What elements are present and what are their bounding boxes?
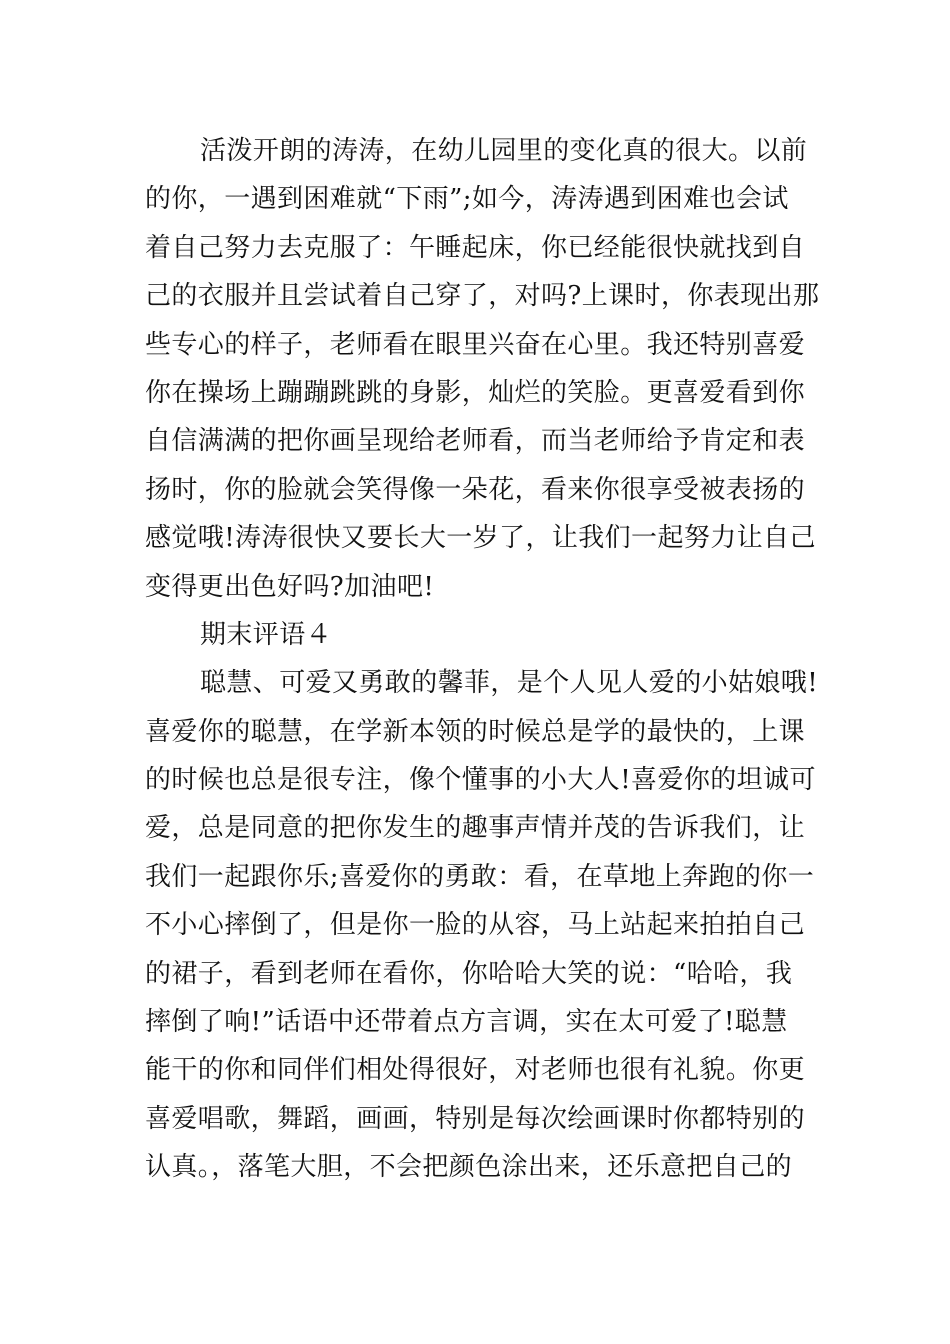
text-line: 你在操场上蹦蹦跳跳的身影，灿烂的笑脸。更喜爱看到你 <box>145 377 806 408</box>
text-line: 认真。，落笔大胆，不会把颜色涂出来，还乐意把自己的 <box>145 1152 793 1183</box>
text-line: 聪慧、可爱又勇敢的馨菲，是个人见人爱的小姑娘哦! <box>200 668 819 699</box>
text-line: 些专心的样子，老师看在眼里兴奋在心里。我还特别喜爱 <box>145 329 806 360</box>
text-line: 己的衣服并且尝试着自己穿了，对吗?上课时，你表现出那 <box>145 281 820 312</box>
text-line: 感觉哦!涛涛很快又要长大一岁了，让我们一起努力让自己 <box>145 523 816 554</box>
text-line: 能干的你和同伴们相处得很好，对老师也很有礼貌。你更 <box>145 1055 806 1086</box>
text-line: 活泼开朗的涛涛，在幼儿园里的变化真的很大。以前 <box>200 136 808 166</box>
text-line: 的你，一遇到困难就“下雨”;如今，涛涛遇到困难也会试 <box>145 184 789 215</box>
text-line: 着自己努力去克服了：午睡起床，你已经能很快就找到自 <box>145 232 806 263</box>
document-page <box>145 127 820 1192</box>
text-line: 喜爱唱歌，舞蹈，画画，特别是每次绘画课时你都特别的 <box>145 1103 806 1134</box>
text-line: 摔倒了响!”话语中还带着点方言调，实在太可爱了!聪慧 <box>145 1007 788 1038</box>
section-heading: 期末评语４ <box>200 619 333 650</box>
text-line: 的裙子，看到老师在看你，你哈哈大笑的说：“哈哈，我 <box>145 958 793 989</box>
text-line: 我们一起跟你乐;喜爱你的勇敢：看，在草地上奔跑的你一 <box>145 861 815 892</box>
text-line: 扬时，你的脸就会笑得像一朵花，看来你很享受被表扬的 <box>145 474 806 505</box>
text-line: 喜爱你的聪慧，在学新本领的时候总是学的最快的，上课 <box>145 716 806 747</box>
text-line: 自信满满的把你画呈现给老师看，而当老师给予肯定和表 <box>145 426 806 457</box>
text-line: 爱，总是同意的把你发生的趣事声情并茂的告诉我们，让 <box>145 813 806 844</box>
text-line: 不小心摔倒了，但是你一脸的从容，马上站起来拍拍自己 <box>145 910 806 941</box>
paragraph-taotao <box>145 127 820 611</box>
paragraph-xinfei <box>145 659 819 1191</box>
text-line: 的时候也总是很专注，像个懂事的小大人!喜爱你的坦诚可 <box>145 765 816 796</box>
text-line: 变得更出色好吗?加油吧! <box>145 571 435 602</box>
